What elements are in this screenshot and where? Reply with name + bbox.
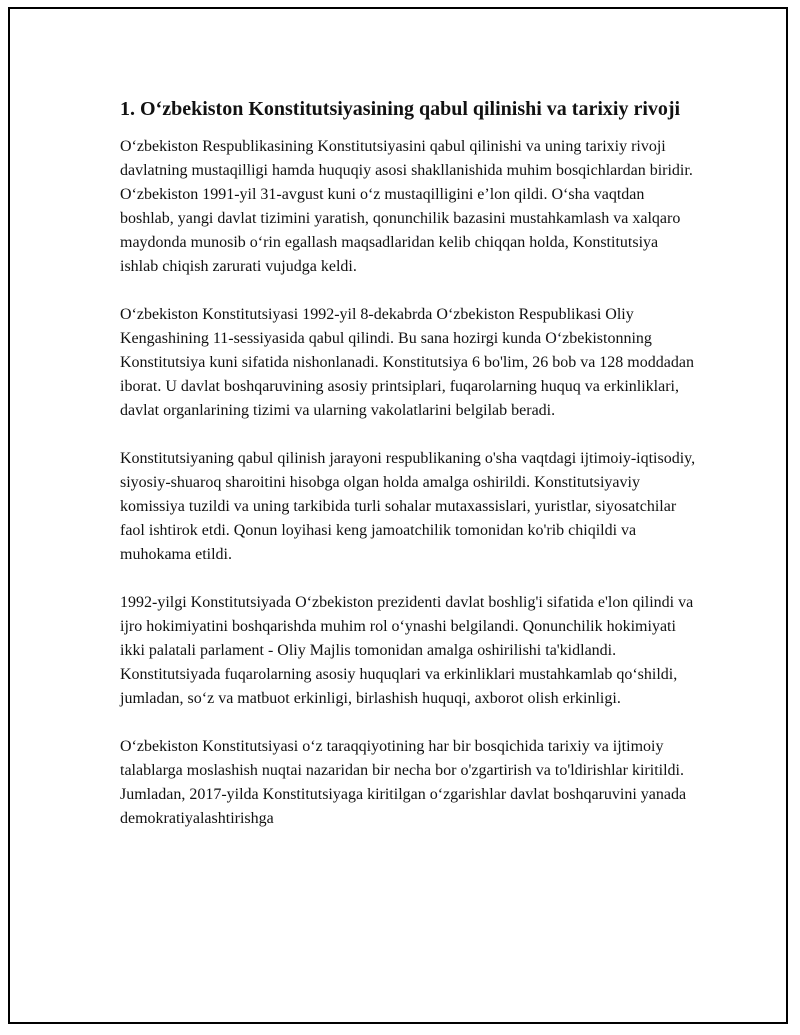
document-page <box>8 7 788 1024</box>
document-body <box>120 97 700 855</box>
paragraph-3: Konstitutsiyaning qabul qilinish jarayoni respublikaning o'sha vaqtdagi ijtimoiy-iqtisodiy, siyosiy-shuaroq sharoitini hisobga olgan holda amalga oshirildi. Konstitutsiyaviy komissiya tuzildi va uning tarkibida turli sohalar mutaxassislari, yuristlar, siyosatchilar faol ishtirok etdi. Qonun loyihasi keng jamoatchilik tomonidan ko'rib chiqildi va muhokama etildi. <box>120 450 696 563</box>
paragraph-4: 1992-yilgi Konstitutsiyada O‘zbekiston prezidenti davlat boshlig'i sifatida e'lon qilindi va ijro hokimiyatini boshqarishda muhim rol o‘ynashi belgilandi. Qonunchilik hokimiyati ikki palatali parlament - Oliy Majlis tomonidan amalga oshirilishi ta'kidlandi. Konstitutsiyada fuqarolarning asosiy huquqlari va erkinliklari mustahkamlab qo‘shildi, jumladan, so‘z va matbuot erkinligi, birlashish huquqi, axborot olish erkinligi. <box>120 594 694 707</box>
paragraph-2: O‘zbekiston Konstitutsiyasi 1992-yil 8-dekabrda O‘zbekiston Respublikasi Oliy Kengashining 11-sessiyasida qabul qilindi. Bu sana hozirgi kunda O‘zbekistonning Konstitutsiya kuni sifatida nishonlanadi. Konstitutsiya 6 bo'lim, 26 bob va 128 moddadan iborat. U davlat boshqaruvining asosiy printsiplari, fuqarolarning huquq va erkinliklari, davlat organlarining tizimi va ularning vakolatlarini belgilab beradi. <box>120 306 694 419</box>
paragraph-1: O‘zbekiston Respublikasining Konstitutsiyasini qabul qilinishi va uning tarixiy rivoji davlatning mustaqilligi hamda huquqiy asosi shakllanishida muhim bosqichlardan biridir. O‘zbekiston 1991-yil 31-avgust kuni o‘z mustaqilligini e’lon qildi. O‘sha vaqtdan boshlab, yangi davlat tizimini yaratish, qonunchilik bazasini mustahkamlash va xalqaro maydonda munosib o‘rin egallash maqsadlaridan kelib chiqqan holda, Konstitutsiya ishlab chiqish zarurati vujudga keldi. <box>120 138 693 275</box>
paragraph-5: O‘zbekiston Konstitutsiyasi o‘z taraqqiyotining har bir bosqichida tarixiy va ijtimoiy talablarga moslashish nuqtai nazaridan bir necha bor o'zgartirish va to'ldirishlar kiritildi. Jumladan, 2017-yilda Konstitutsiyaga kiritilgan o‘zgarishlar davlat boshqaruvini yanada demokratiyalashtirishga <box>120 738 687 827</box>
section-heading: 1. O‘zbekiston Konstitutsiyasining qabul qilinishi va tarixiy rivoji <box>120 98 681 120</box>
